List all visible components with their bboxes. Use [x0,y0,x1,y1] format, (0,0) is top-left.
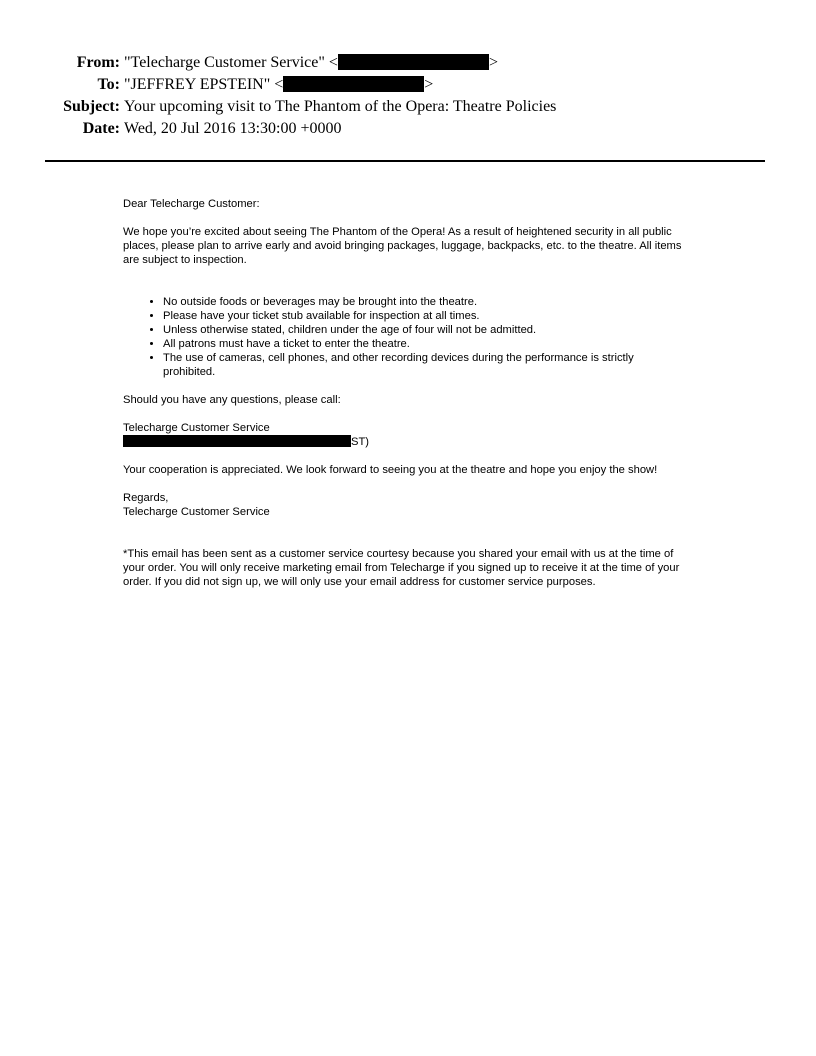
contact-phone [123,435,688,449]
from-email-redaction [338,54,489,70]
subject-value: Your upcoming visit to The Phantom of the Opera: Theatre Policies [124,98,557,115]
to-email-redaction [283,76,424,92]
subject-row [0,96,816,118]
from-value [124,52,498,74]
date-value: Wed, 20 Jul 2016 13:30:00 +0000 [124,120,342,137]
from-sender: "Telecharge Customer Service" < [124,54,338,71]
phone-redaction [123,435,351,447]
to-value [124,74,433,96]
date-row [0,118,816,140]
contact-name: Telecharge Customer Service [123,422,270,434]
questions-line: Should you have any questions, please call: [123,394,341,406]
policy-item: • Please have your ticket stub available for inspection at all times. [163,309,688,323]
policy-item: • The use of cameras, cell phones, and other recording devices during the performance is strictly prohibited. [163,351,688,379]
email-body [123,197,688,589]
email-header [0,52,816,140]
to-recipient: "JEFFREY EPSTEIN" < [124,76,284,93]
policy-item: • All patrons must have a ticket to enter the theatre. [163,337,688,351]
policy-item: • Unless otherwise stated, children under the age of four will not be admitted. [163,323,688,337]
to-row [0,74,816,96]
greeting: Dear Telecharge Customer: [123,198,260,210]
footnote: *This email has been sent as a customer service courtesy because you shared your email with us at the time of your order. You will only receive marketing email from Telecharge if you signed up to receive it at the time of your order. If you did not sign up, we will only use your email address for customer service purposes. [123,548,680,588]
policy-item: • No outside foods or beverages may be brought into the theatre. [163,295,688,309]
from-close: > [488,54,498,71]
header-divider [45,160,765,162]
date-label: Date: [82,120,120,137]
closing-paragraph: Your cooperation is appreciated. We look forward to seeing you at the theatre and hope you enjoy the show! [123,464,658,476]
signature: Telecharge Customer Service [123,506,270,518]
from-label: From: [76,54,120,71]
contact-phone-tail: ST) [351,436,370,448]
regards: Regards, [123,492,169,504]
to-close: > [424,76,434,93]
to-label: To: [97,76,120,93]
from-row [0,52,816,74]
intro-paragraph: We hope you’re excited about seeing The Phantom of the Opera! As a result of heightened security in all public places, please plan to arrive early and avoid bringing packages, luggage, backpacks, etc. to the theatre. All items are subject to inspection. [123,226,682,266]
subject-label: Subject: [63,98,120,115]
policy-list [123,295,688,379]
